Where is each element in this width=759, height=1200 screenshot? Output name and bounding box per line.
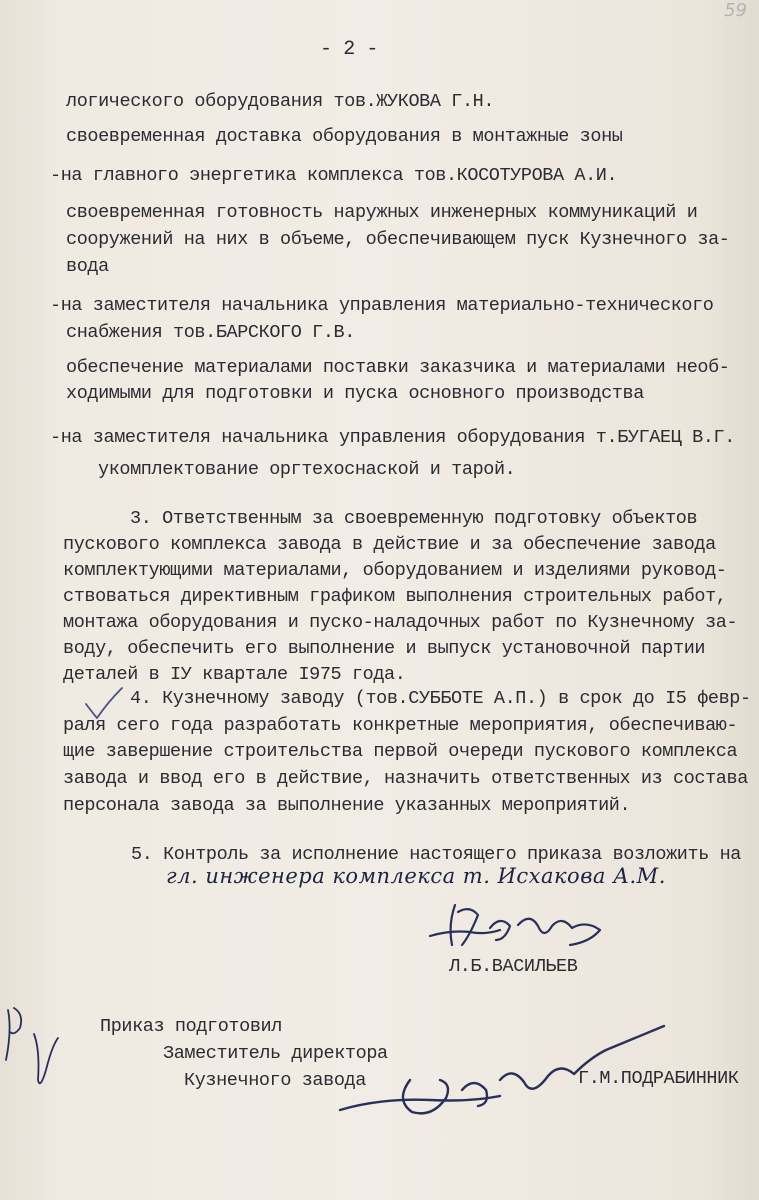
text-line: пускового комплекса завода в действие и за обеспечение завода [63, 534, 716, 555]
text-line: ходимыми для подготовки и пуска основного производства [66, 383, 644, 404]
signature-vasiliev [430, 905, 600, 945]
preparer-department: Кузнечного завода [184, 1070, 366, 1091]
text-line: персонала завода за выполнение указанных мероприятий. [63, 795, 631, 816]
margin-annotation [6, 1008, 58, 1083]
text-line: монтажа оборудования и пуско-наладочных работ по Кузнечному за- [63, 612, 738, 633]
text-line: укомплектование оргтехоснаской и тарой. [98, 459, 516, 480]
text-line: комплектующими материалами, оборудованием и изделиями руковод- [63, 560, 727, 581]
text-line: снабжения тов.БАРСКОГО Г.В. [66, 322, 355, 343]
text-line: 3. Ответственным за своевременную подготовку объектов [130, 508, 698, 529]
text-line: логического оборудования тов.ЖУКОВА Г.Н. [66, 91, 495, 112]
text-line: обеспечение материалами поставки заказчика и материалами необ- [66, 357, 730, 378]
text-line: раля сего года разработать конкретные мероприятия, обеспечиваю- [63, 715, 738, 736]
text-line: 5. Контроль за исполнение настоящего приказа возложить на [131, 844, 742, 865]
prepared-by-label: Приказ подготовил [100, 1016, 282, 1037]
text-line: ствоваться директивным графиком выполнения строительных работ, [63, 586, 727, 607]
text-line: своевременная готовность наружных инженерных коммуникаций и [66, 202, 698, 223]
signatory-name: Л.Б.ВАСИЛЬЕВ [449, 956, 578, 977]
check-mark-icon [86, 688, 122, 718]
text-line: воду, обеспечить его выполнение и выпуск установочной партии [63, 638, 706, 659]
page-number: - 2 - [320, 38, 379, 61]
text-line: -на заместителя начальника управления оборудования т.БУГАЕЦ В.Г. [50, 427, 735, 448]
text-line: 4. Кузнечному заводу (тов.СУББОТЕ А.П.) в срок до I5 февр- [130, 688, 751, 709]
text-line: -на заместителя начальника управления материально-технического [50, 295, 714, 316]
preparer-name: Г.М.ПОДРАБИННИК [578, 1068, 739, 1089]
text-line: сооружений на них в объеме, обеспечивающем пуск Кузнечного за- [66, 229, 730, 250]
text-line: деталей в IУ квартале I975 года. [63, 664, 406, 685]
handwritten-note: гл. инженера комплекса т. Исхакова А.М. [166, 864, 666, 888]
text-line: своевременная доставка оборудования в монтажные зоны [66, 126, 623, 147]
text-line: вода [66, 256, 109, 277]
signature-podrabinnik [340, 1026, 664, 1113]
text-line: щие завершение строительства первой очереди пускового комплекса [63, 741, 738, 762]
archive-page-number: 59 [724, 0, 747, 21]
text-line: -на главного энергетика комплекса тов.КОСОТУРОВА А.И. [50, 165, 618, 186]
text-line: завода и ввод его в действие, назначить ответственных из состава [63, 768, 748, 789]
preparer-position: Заместитель директора [163, 1043, 388, 1064]
